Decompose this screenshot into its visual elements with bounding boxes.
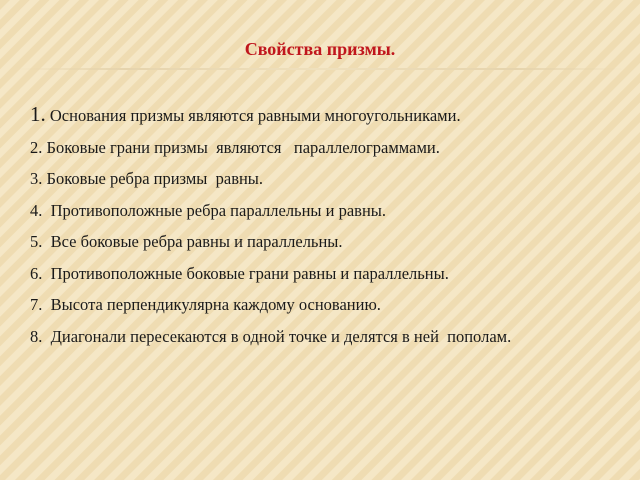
item-text: Боковые грани призмы являются параллелограммами.	[46, 137, 440, 157]
item-text: Диагонали пересекаются в одной точке и делятся в ней пополам.	[50, 326, 512, 346]
item-number: 2.	[30, 137, 43, 157]
list-item	[30, 195, 511, 227]
slide-title: Свойства призмы.	[244, 39, 396, 59]
item-spacer	[42, 264, 50, 283]
item-text: Противоположные ребра параллельны и равны.	[50, 200, 386, 220]
title-divider	[16, 68, 624, 70]
item-number: 1.	[30, 102, 46, 126]
item-number: 6.	[30, 263, 43, 283]
item-spacer	[42, 232, 50, 251]
item-number: 4.	[30, 200, 43, 220]
item-number: 3.	[30, 169, 43, 188]
item-text: Основания призмы являются равными многоугольниками.	[49, 106, 461, 125]
list-item	[30, 99, 511, 132]
list-item	[30, 163, 511, 195]
item-text: Боковые ребра призмы равны.	[46, 169, 264, 188]
properties-list	[30, 99, 511, 352]
item-text: Противоположные боковые грани равны и параллельны.	[50, 263, 449, 283]
item-number: 8.	[30, 326, 43, 346]
item-number: 5.	[30, 232, 43, 251]
item-spacer	[42, 295, 50, 314]
list-item	[30, 132, 511, 164]
item-number: 7.	[30, 295, 43, 314]
list-item	[30, 226, 511, 258]
list-item	[30, 289, 511, 321]
item-text: Все боковые ребра равны и параллельны.	[50, 232, 343, 251]
list-item	[30, 321, 511, 353]
list-item	[30, 258, 511, 290]
item-text: Высота перпендикулярна каждому основанию.	[50, 295, 381, 314]
item-spacer	[42, 201, 50, 220]
item-spacer	[42, 327, 50, 346]
